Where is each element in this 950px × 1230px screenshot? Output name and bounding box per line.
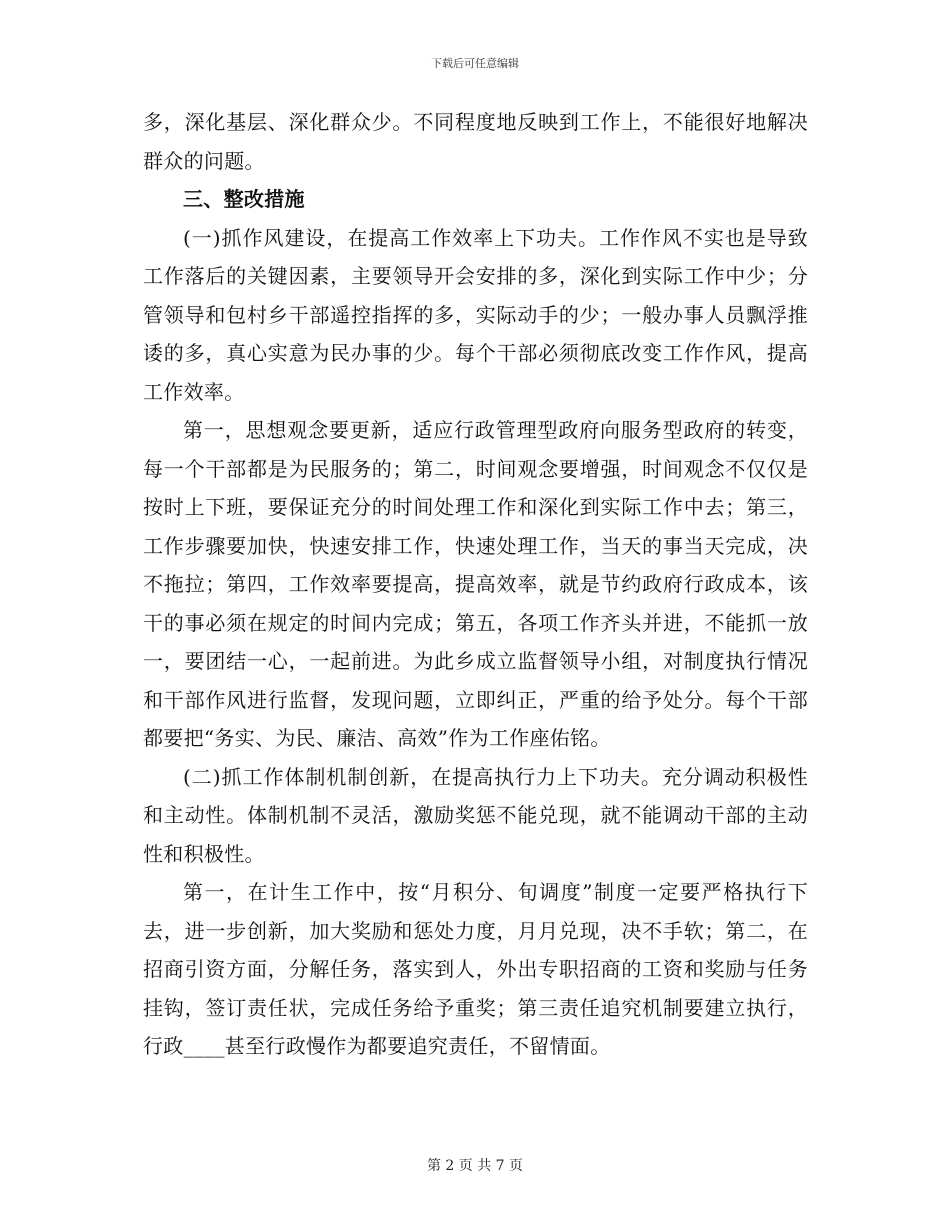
paragraph-mechanism-innovation: (二)抓工作体制机制创新，在提高执行力上下功夫。充分调动积极性和主动性。体制机制不灵活，激励奖惩不能兑现，就不能调动干部的主动性和积极性。	[143, 764, 808, 866]
paragraph-work-style: (一)抓作风建设，在提高工作效率上下功夫。工作作风不实也是导致工作落后的关键因素，主要领导开会安排的多，深化到实际工作中少；分管领导和包村乡干部遥控指挥的多，实际动手的少；一般办事人员飘浮推诿的多，真心实意为民办事的少。每个干部必须彻底改变工作作风，提高工作效率。	[143, 225, 808, 404]
paragraph-mechanism-measures: 第一，在计生工作中，按“月积分、旬调度”制度一定要严格执行下去，进一步创新，加大奖励和惩处力度，月月兑现，决不手软；第二，在招商引资方面，分解任务，落实到人，外出专职招商的工资和奖励与任务挂钩，签订责任状，完成任务给予重奖；第三责任追究机制要建立执行，行政____甚至行政慢作为都要追究责任，不留情面。	[143, 880, 808, 1058]
section-heading: 三、整改措施	[183, 187, 305, 211]
page-footer: 第 2 页 共 7 页	[426, 1158, 524, 1174]
document-body	[143, 103, 808, 1066]
page-header: 下载后可任意编辑	[431, 57, 519, 70]
paragraph-continued: 多，深化基层、深化群众少。不同程度地反映到工作上，不能很好地解决群众的问题。	[143, 110, 808, 173]
paragraph-work-style-measures: 第一，思想观念要更新，适应行政管理型政府向服务型政府的转变，每一个干部都是为民服务的；第二，时间观念要增强，时间观念不仅仅是按时上下班，要保证充分的时间处理工作和深化到实际工作中去；第三，工作步骤要加快，快速安排工作，快速处理工作，当天的事当天完成，决不拖拉；第四，工作效率要提高，提高效率，就是节约政府行政成本，该干的事必须在规定的时间内完成；第五，各项工作齐头并进，不能抓一放一，要团结一心，一起前进。为此乡成立监督领导小组，对制度执行情况和干部作风进行监督，发现问题，立即纠正，严重的给予处分。每个干部都要把“务实、为民、廉洁、高效”作为工作座佑铭。	[143, 418, 808, 750]
